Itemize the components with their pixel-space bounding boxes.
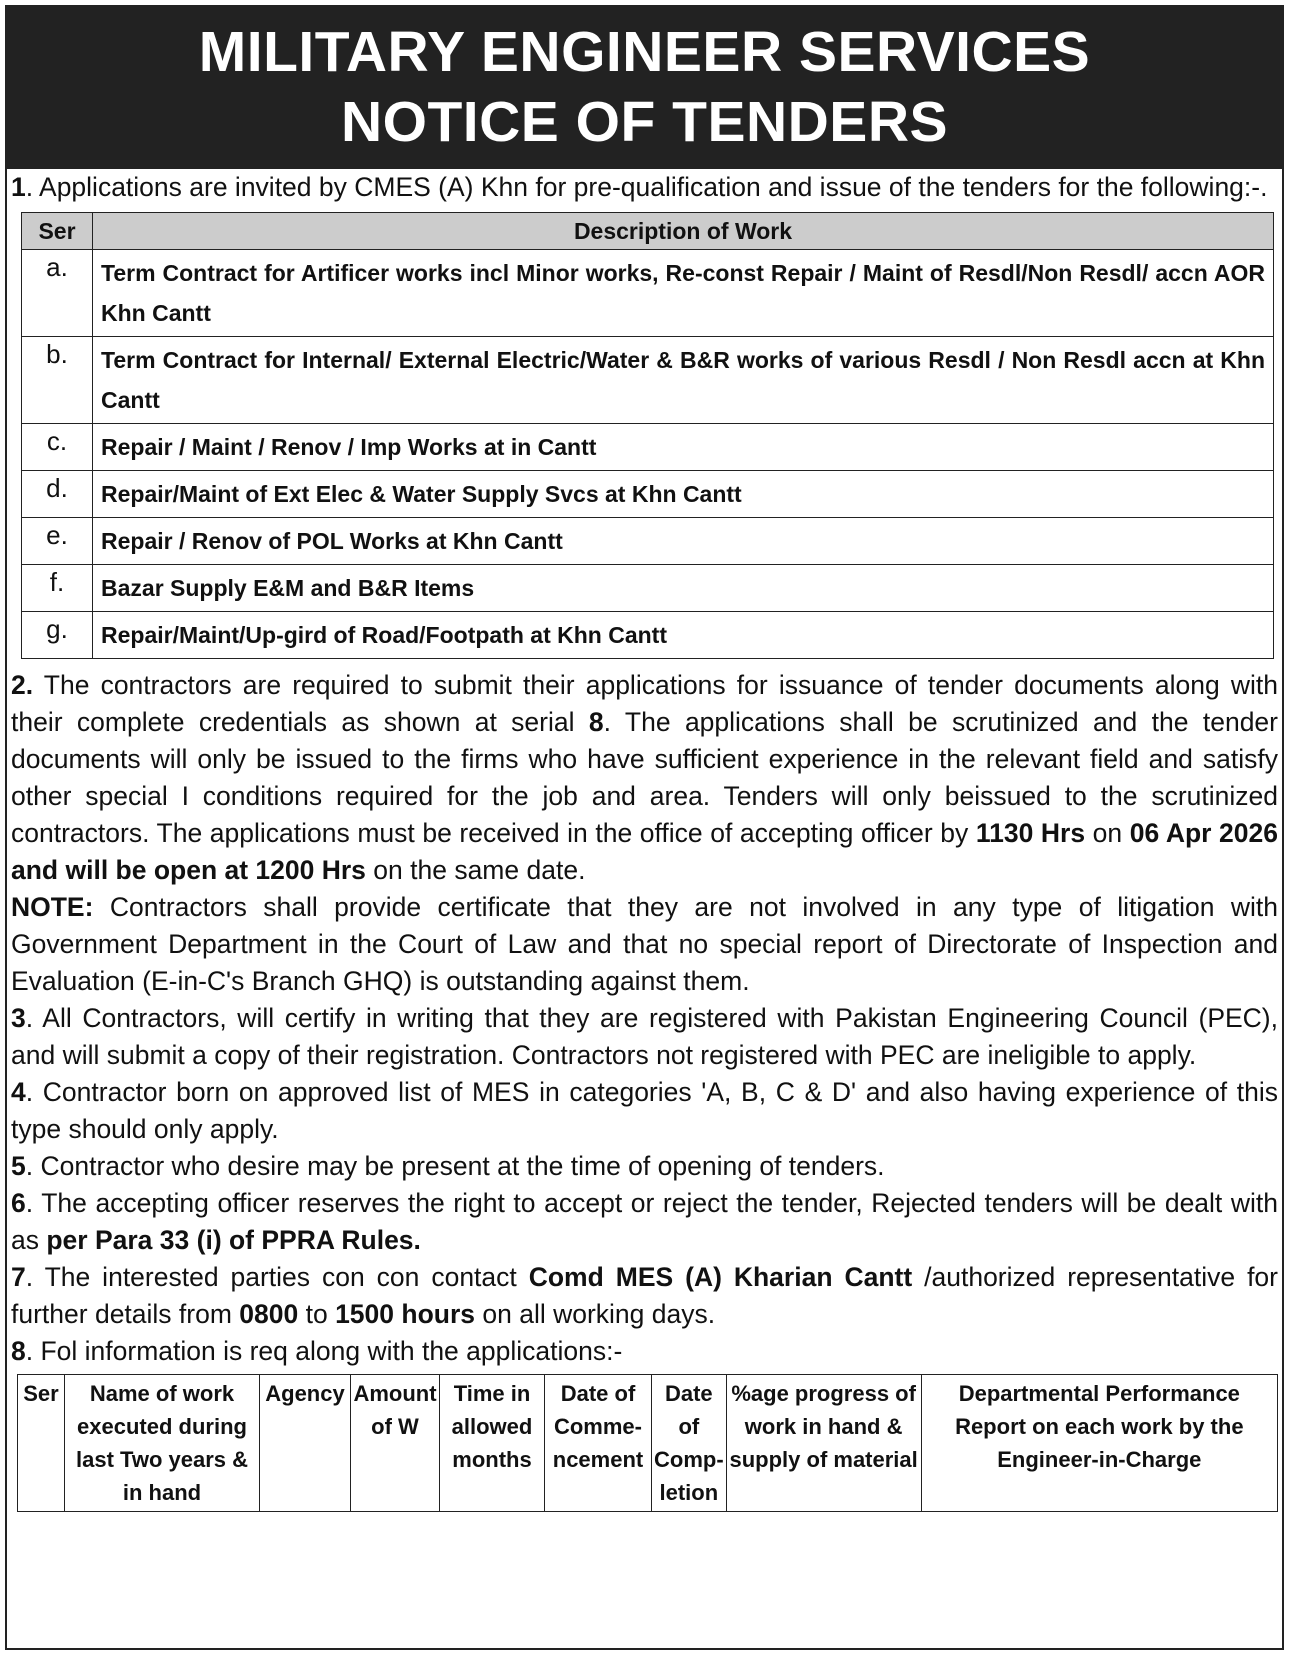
table-row	[22, 424, 1274, 471]
table-row	[22, 471, 1274, 518]
row-desc: Repair / Renov of POL Works at Khn Cantt	[93, 518, 1274, 565]
notice-title: NOTICE OF TENDERS	[340, 90, 949, 154]
org-title: MILITARY ENGINEER SERVICES	[198, 20, 1091, 84]
para-text: to	[298, 1299, 336, 1329]
table-row	[22, 565, 1274, 612]
para-text: . The accepting officer reserves the right to accept or reject the tender, Rejected tenders will be dealt with as	[11, 1188, 1278, 1255]
row-ser: g.	[22, 612, 93, 659]
info-col-performance: Departmental Performance Report on each work by the Engineer-in-Charge	[921, 1375, 1277, 1512]
para-7	[11, 1259, 1278, 1333]
para-number: 6	[11, 1188, 26, 1218]
para-text: . All Contractors, will certify in writing that they are registered with Pakistan Engineering Council (PEC), and will submit a copy of their registration. Contractors not registered with PEC are ineligible to apply.	[11, 1003, 1278, 1070]
para-text: . Contractor born on approved list of MES in categories 'A, B, C & D' and also having experience of this type should only apply.	[11, 1077, 1278, 1144]
row-ser: b.	[22, 337, 93, 424]
row-desc: Repair/Maint/Up-gird of Road/Footpath at Khn Cantt	[93, 612, 1274, 659]
bold-text: per Para 33 (i) of PPRA Rules.	[46, 1225, 421, 1255]
info-col-progress: %age progress of work in hand & supply of material	[726, 1375, 921, 1512]
row-ser: d.	[22, 471, 93, 518]
tender-notice	[5, 5, 1284, 1650]
para-number: 5	[11, 1151, 26, 1181]
row-desc: Term Contract for Internal/ External Electric/Water & B&R works of various Resdl / Non Resdl accn at Khn Cantt	[93, 337, 1274, 424]
note-text: Contractors shall provide certificate that they are not involved in any type of litigation with Government Department in the Court of Law and that no special report of Directorate of Inspection and Evaluation (E-in-C's Branch GHQ) is outstanding against them.	[11, 892, 1278, 996]
para-text: . The interested parties con con contact	[25, 1262, 529, 1292]
para-text: . Fol information is req along with the applications:-	[25, 1336, 623, 1366]
para-6	[11, 1185, 1278, 1259]
para-number: 2.	[11, 670, 34, 700]
col-description: Description of Work	[93, 213, 1274, 250]
info-col-time: Time in allowed months	[440, 1375, 545, 1512]
para-3	[11, 1000, 1278, 1074]
header-banner	[7, 7, 1282, 169]
para-number: 7	[11, 1262, 26, 1292]
row-ser: f.	[22, 565, 93, 612]
para-text: on	[1085, 818, 1130, 848]
row-ser: c.	[22, 424, 93, 471]
row-desc: Repair / Maint / Renov / Imp Works at in Cantt	[93, 424, 1274, 471]
row-desc: Repair/Maint of Ext Elec & Water Supply Svcs at Khn Cantt	[93, 471, 1274, 518]
info-table	[17, 1374, 1278, 1512]
para-number: 4	[11, 1077, 26, 1107]
info-col-name: Name of work executed during last Two years & in hand	[65, 1375, 260, 1512]
row-desc: Term Contract for Artificer works incl Minor works, Re-const Repair / Maint of Resdl/Non Resdl/ accn AOR Khn Cantt	[93, 250, 1274, 337]
info-col-ser: Ser	[18, 1375, 65, 1512]
note-label: NOTE:	[11, 892, 94, 922]
para-number: 3	[11, 1003, 26, 1033]
table-row	[22, 337, 1274, 424]
para-text: . Applications are invited by CMES (A) Khn for pre-qualification and issue of the tenders for the following:-.	[25, 172, 1268, 202]
table-row	[22, 518, 1274, 565]
table-row	[22, 250, 1274, 337]
para-2	[11, 667, 1278, 889]
end-time: 1500 hours	[335, 1299, 475, 1329]
info-col-agency: Agency	[260, 1375, 351, 1512]
info-col-amount: Amount of W	[351, 1375, 440, 1512]
col-ser: Ser	[22, 213, 93, 250]
para-8	[11, 1333, 1278, 1370]
para-text: . Contractor who desire may be present at the time of opening of tenders.	[25, 1151, 885, 1181]
contact-office: Comd MES (A) Kharian Cantt	[528, 1262, 913, 1292]
para-number: 1	[11, 172, 26, 202]
para-5	[11, 1148, 1278, 1185]
para-text: on the same date.	[365, 855, 586, 885]
notice-body	[7, 169, 1282, 1512]
para-4	[11, 1074, 1278, 1148]
deadline-date: 06 Apr 2026 and will be open at 1200 Hrs	[11, 818, 1278, 885]
para-number: 8	[11, 1336, 26, 1366]
info-col-completion: Date of Comp-letion	[652, 1375, 727, 1512]
para-text: The contractors are required to submit their applications for issuance of tender documents along with their complete credentials as shown at serial	[11, 670, 1278, 737]
row-ser: a.	[22, 250, 93, 337]
deadline-time: 1130 Hrs	[975, 818, 1086, 848]
start-time: 0800	[239, 1299, 299, 1329]
info-col-commencement: Date of Comme-ncement	[545, 1375, 652, 1512]
para-text: on all working days.	[475, 1299, 716, 1329]
para-1	[11, 169, 1278, 206]
table-row	[22, 612, 1274, 659]
info-header-row	[18, 1375, 1278, 1512]
row-ser: e.	[22, 518, 93, 565]
para-text: . The applications shall be scrutinized and the tender documents will only be issued to the firms who have sufficient experience in the relevant field and satisfy other special I conditions required for the job and area. Tenders will only beissued to the scrutinized contractors. The applications must be received in the office of accepting officer by	[11, 707, 1278, 848]
works-table	[21, 212, 1274, 659]
note	[11, 889, 1278, 1000]
bold-text: 8	[588, 707, 604, 737]
para-text: /authorized representative for further details from	[11, 1262, 1278, 1329]
row-desc: Bazar Supply E&M and B&R Items	[93, 565, 1274, 612]
